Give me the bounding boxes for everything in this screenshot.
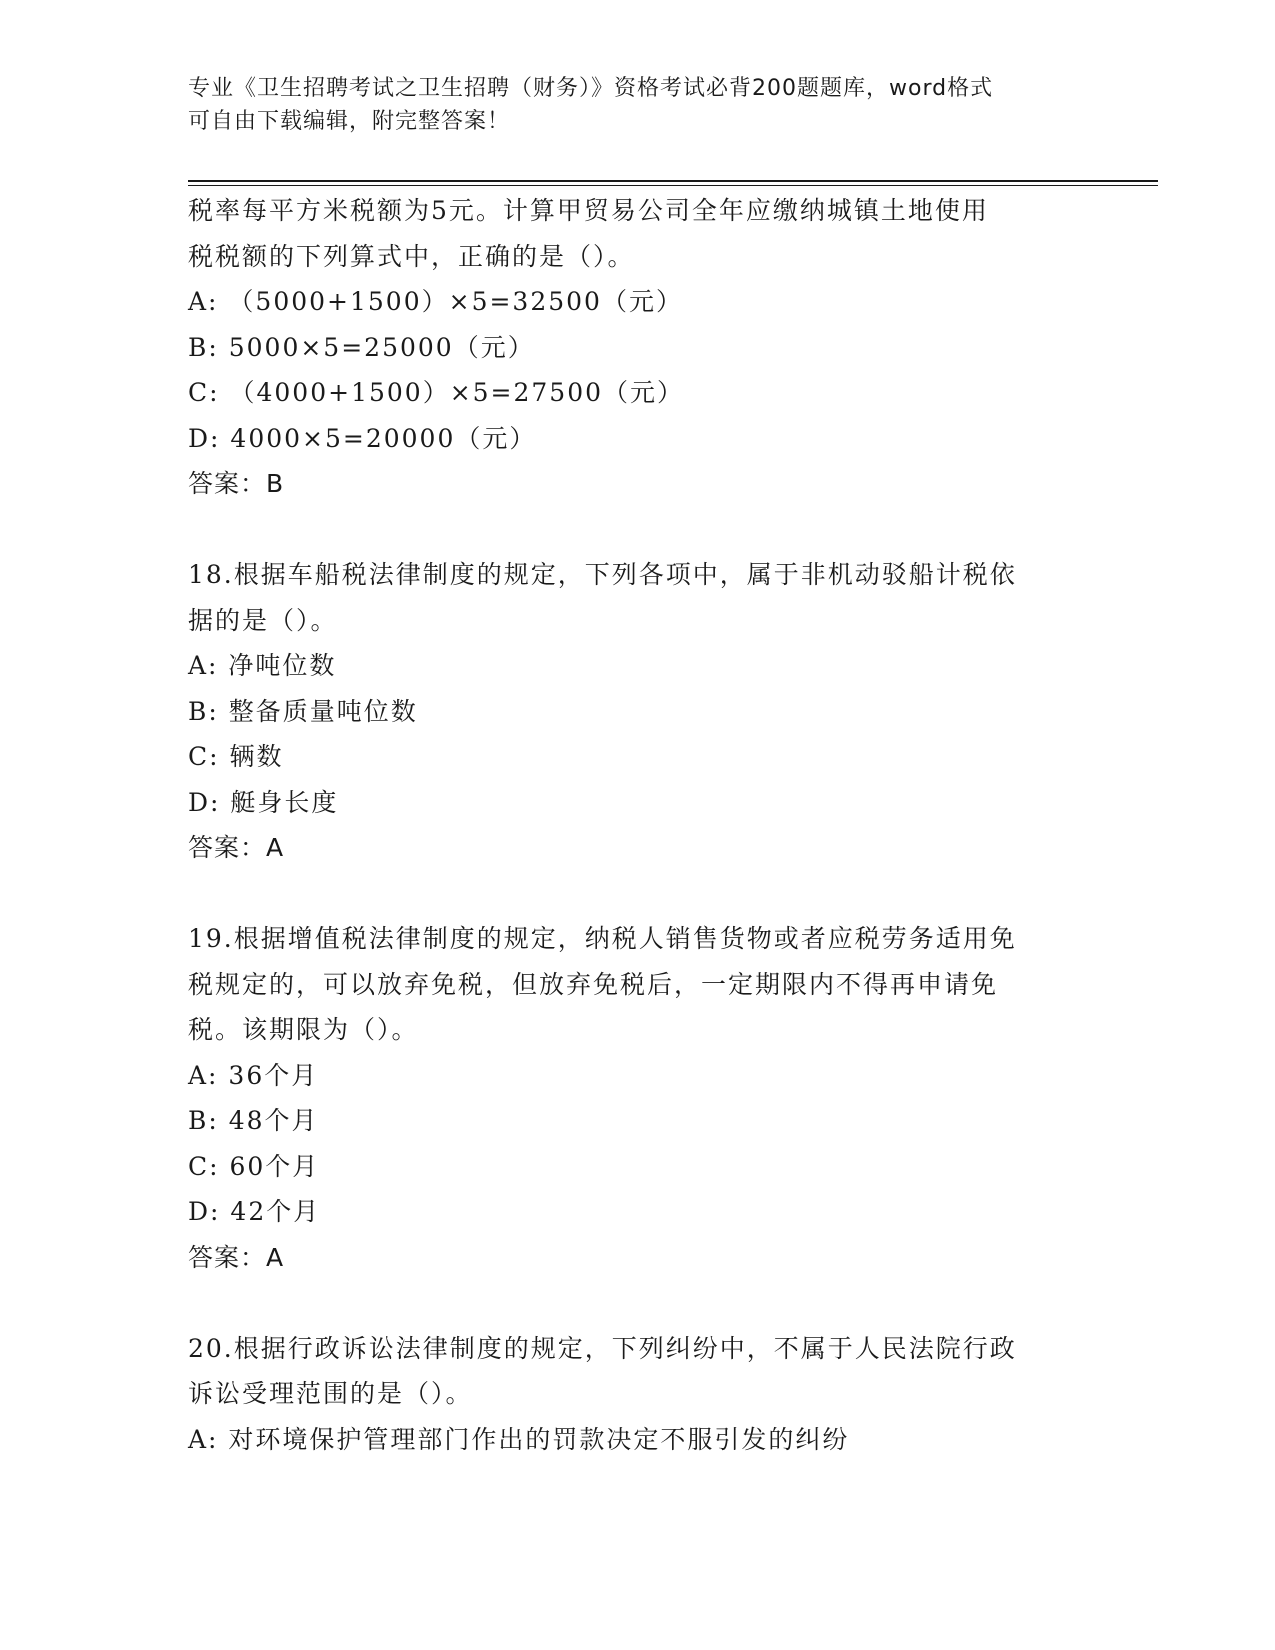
answer-line: 答案：A: [188, 1242, 285, 1272]
question-stem-line: 19.根据增值税法律制度的规定，纳税人销售货物或者应税劳务适用免: [188, 924, 1017, 953]
question-stem-line: 20.根据行政诉讼法律制度的规定，下列纠纷中，不属于人民法院行政: [188, 1333, 1017, 1363]
option-d: D: 42个月: [188, 1197, 321, 1226]
option-a: A: 36个月: [188, 1060, 319, 1090]
header-line-1: 专业《卫生招聘考试之卫生招聘（财务）》资格考试必背200题题库，word格式: [188, 76, 994, 101]
option-a: A: 对环境保护管理部门作出的罚款决定不服引发的纠纷: [188, 1424, 850, 1454]
question-20: [188, 1326, 1088, 1463]
question-stem-line: 诉讼受理范围的是（）。: [188, 1379, 473, 1408]
question-18: [188, 552, 1088, 871]
option-d: D: 4000×5=20000（元）: [188, 423, 537, 453]
option-b: B: 5000×5=25000（元）: [188, 332, 535, 362]
document-header: [188, 72, 1068, 138]
spacer: [188, 1280, 1088, 1326]
question-19: [188, 916, 1088, 1280]
question-stem-line: 税率每平方米税额为5元。计算甲贸易公司全年应缴纳城镇土地使用: [188, 196, 989, 225]
option-c: C: 60个月: [188, 1151, 320, 1181]
spacer: [188, 871, 1088, 917]
option-c: C: （4000+1500）×5=27500（元）: [188, 378, 685, 407]
header-line-2: 可自由下载编辑，附完整答案！: [188, 109, 511, 134]
question-stem-line: 据的是（）。: [188, 605, 338, 635]
option-c: C: 辆数: [188, 742, 284, 771]
option-b: B: 整备质量吨位数: [188, 696, 418, 726]
header-rule-thin: [188, 185, 1158, 186]
option-d: D: 艇身长度: [188, 787, 339, 817]
question-body: [188, 188, 1088, 1462]
header-rule-thick: [188, 180, 1158, 182]
option-a: A: （5000+1500）×5=32500（元）: [188, 287, 683, 316]
question-stem-line: 税规定的，可以放弃免税，但放弃免税后，一定期限内不得再申请免: [188, 969, 999, 999]
option-a: A: 净吨位数: [188, 651, 337, 680]
question-stem-line: 税。该期限为（）。: [188, 1015, 419, 1044]
answer-line: 答案：B: [188, 469, 285, 498]
question-stem-line: 税税额的下列算式中，正确的是（）。: [188, 241, 635, 271]
answer-line: 答案：A: [188, 833, 285, 862]
question-17: [188, 188, 1088, 507]
spacer: [188, 507, 1088, 553]
question-stem-line: 18.根据车船税法律制度的规定，下列各项中，属于非机动驳船计税依: [188, 560, 1017, 589]
option-b: B: 48个月: [188, 1106, 319, 1135]
